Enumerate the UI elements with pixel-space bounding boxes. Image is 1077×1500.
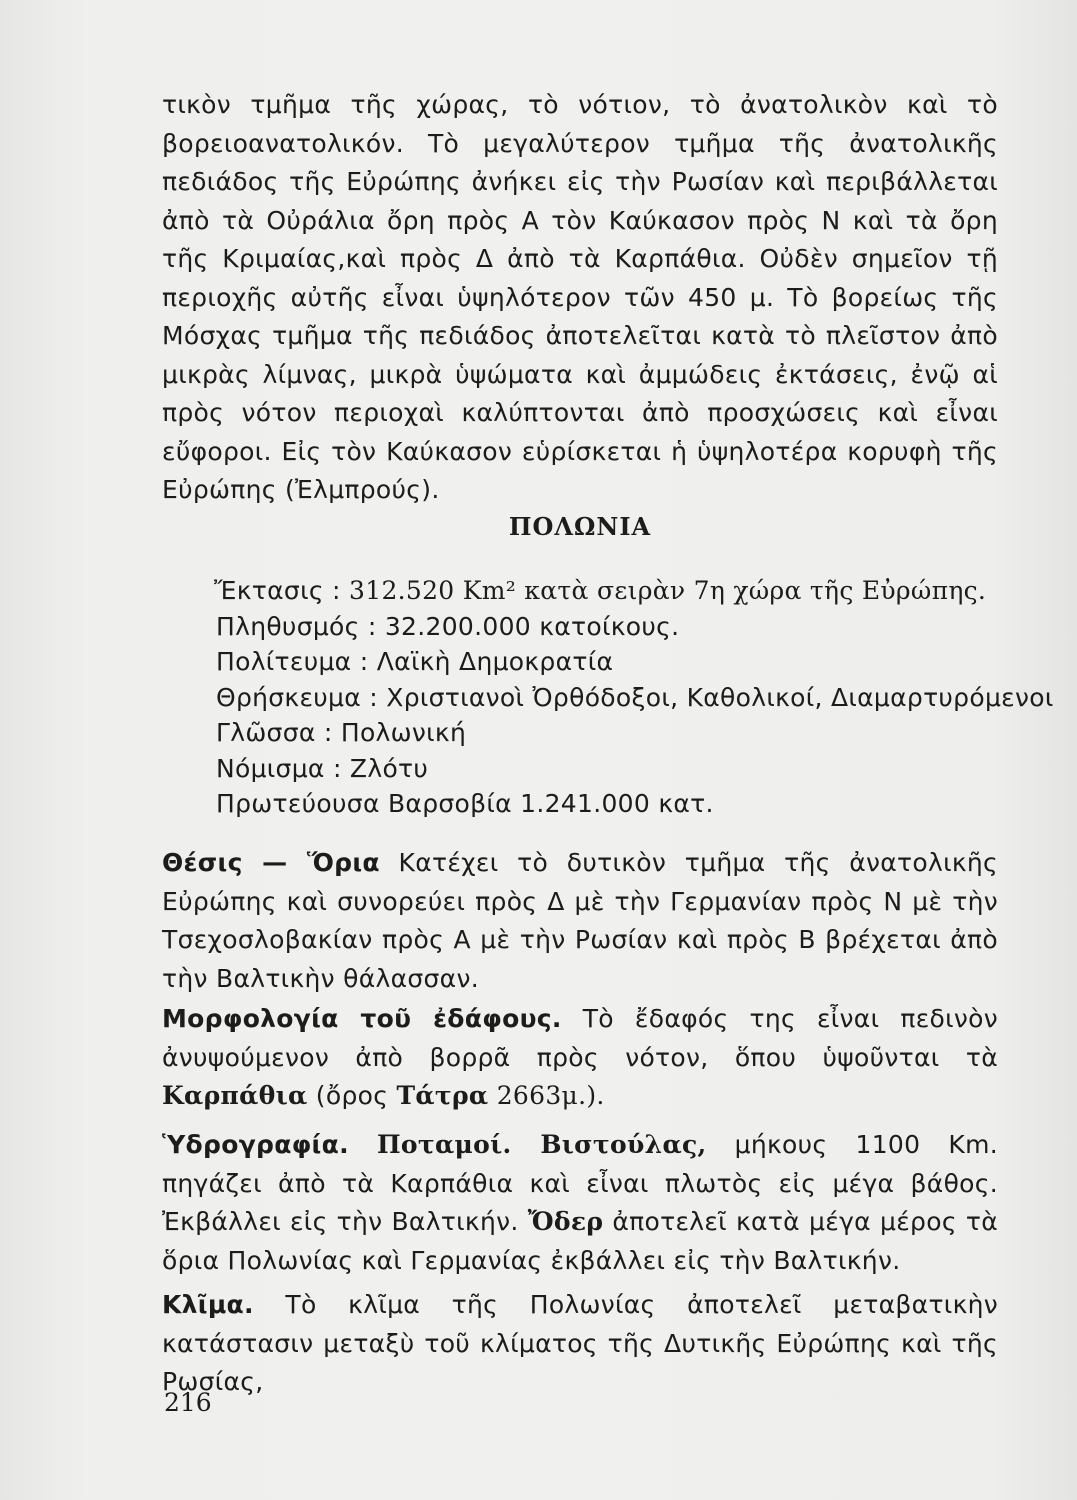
fact-language <box>216 715 1016 751</box>
fact-label: Πρωτεύουσα <box>216 789 380 818</box>
section-title: ΠΟΛΩΝΙΑ <box>508 512 652 541</box>
rivers-subheading: Ποταμοί. Βιστούλας, <box>376 1130 707 1159</box>
page-number: 216 <box>164 1388 212 1417</box>
fact-capital <box>216 786 1016 822</box>
fact-label: Πληθυσμός : <box>216 611 377 641</box>
fact-value: Ζλότυ <box>349 753 429 783</box>
location-heading: Θέσις — Ὅρια <box>162 848 380 877</box>
morphology-paragraph <box>162 1000 998 1116</box>
morphology-heading: Μορφολογία τοῦ ἐδάφους. <box>162 1004 562 1033</box>
climate-heading: Κλῖμα. <box>162 1290 254 1319</box>
oder-subheading: Ὄδερ <box>527 1207 604 1236</box>
fact-value: Χριστιανοὶ Ὀρθόδοξοι, Καθολικοί, Διαμαρτυρόμενοι <box>386 682 1054 712</box>
fact-value: Βαρσοβία 1.241.000 κατ. <box>387 789 714 818</box>
fact-value: 32.200.000 κατοίκους. <box>384 611 680 641</box>
fact-religion <box>216 680 1054 716</box>
intro-paragraph: τικὸν τμῆμα τῆς χώρας, τὸ νότιον, τὸ ἀνατολικὸν καὶ τὸ βορειοανατολικόν. Τὸ μεγαλύτερον τμῆμα τῆς ἀνατολικῆς πεδιάδος τῆς Εὐρώπης ἀνήκει εἰς τὴν Ρωσίαν καὶ περιβάλλεται ἀπὸ τὰ Οὐράλια ὄρη πρὸς Α τὸν Καύκασον πρὸς Ν καὶ τὰ ὄρη τῆς Κριμαίας,καὶ πρὸς Δ ἀπὸ τὰ Καρπάθια. Οὐδὲν σημεῖον τῇ περιοχῆς αὐτῆς εἶναι ὑψηλότερον τῶν 450 μ. Τὸ βορείως τῆς Μόσχας τμῆμα τῆς πεδιάδος ἀποτελεῖται κατὰ τὸ πλεῖστον ἀπὸ μικρὰς λίμνας, μικρὰ ὑψώματα καὶ ἀμμώδεις ἐκτάσεις, ἐνῷ αἱ πρὸς νότον περιοχαὶ καλύπτονται ἀπὸ προσχώσεις καὶ εἶναι εὔφοροι. Εἰς τὸν Καύκασον εὑρίσκεται ἡ ὑψηλοτέρα κορυφὴ τῆς Εὐρώπης (Ἐλμπρούς). <box>162 90 998 504</box>
morphology-text: Τὸ ἔδαφός της εἶναι πεδινὸν ἀνυψούμενον ἀπὸ βορρᾶ πρὸς νότον, ὅπου ὑψοῦνται τὰ <box>162 1004 998 1072</box>
mountains-name: Καρπάθια <box>162 1081 308 1110</box>
fact-value: Λαϊκὴ Δημοκρατία <box>376 647 614 676</box>
hydrography-text-1: μήκους 1100 Km. πηγάζει ἀπὸ τὰ Καρπάθια καὶ εἶναι πλωτὸς εἰς μέγα βάθος. Ἐκβάλλει εἰς τὴν Βαλτικήν. <box>162 1130 999 1236</box>
climate-text: Τὸ κλῖμα τῆς Πολωνίας ἀποτελεῖ μεταβατικὴν κατάστασιν μεταξὺ τοῦ κλίματος τῆς Δυτικῆς Εὐρώπης καὶ τῆς Ρωσίας, <box>162 1290 999 1396</box>
fact-population <box>216 609 1016 645</box>
location-text: Κατέχει τὸ δυτικὸν τμῆμα τῆς ἀνατολικῆς Εὐρώπης καὶ συνορεύει πρὸς Δ μὲ τὴν Γερμανίαν πρὸς Ν μὲ τὴν Τσεχοσλοβακίαν πρὸς Α μὲ τὴν Ρωσίαν καὶ πρὸς Β βρέχεται ἀπὸ τὴν Βαλτικὴν θάλασσαν. <box>162 848 998 993</box>
fact-government <box>216 644 1016 680</box>
fact-value: Πολωνική <box>340 718 467 747</box>
facts-list <box>214 573 1054 822</box>
fact-label: Νόμισμα : <box>216 753 342 783</box>
morphology-text-after: 2663μ.). <box>496 1081 605 1110</box>
fact-label: Ἔκτασις : <box>214 576 341 605</box>
fact-value: 312.520 Km² κατὰ σειρὰν 7η χώρα τῆς Εὐρώπης. <box>349 576 987 605</box>
climate-paragraph <box>162 1286 998 1402</box>
fact-currency <box>216 751 1016 787</box>
fact-label: Θρήσκευμα : <box>216 682 379 712</box>
fact-label: Γλῶσσα : <box>216 718 333 747</box>
hydrography-heading: Ὑδρογραφία. <box>162 1130 349 1159</box>
text-block <box>162 86 1054 1396</box>
fact-label: Πολίτευμα : <box>216 647 369 676</box>
hydrography-paragraph <box>162 1126 998 1280</box>
fact-area <box>214 573 1016 609</box>
hydrography-text-2: ἀποτελεῖ κατὰ μέγα μέρος τὰ ὅρια Πολωνίας καὶ Γερμανίας ἐκβάλλει εἰς τὴν Βαλτικήν. <box>162 1207 999 1275</box>
morphology-text-middle: (ὄρος <box>315 1081 389 1110</box>
peak-name: Τάτρα <box>396 1081 489 1110</box>
location-paragraph <box>162 844 998 998</box>
